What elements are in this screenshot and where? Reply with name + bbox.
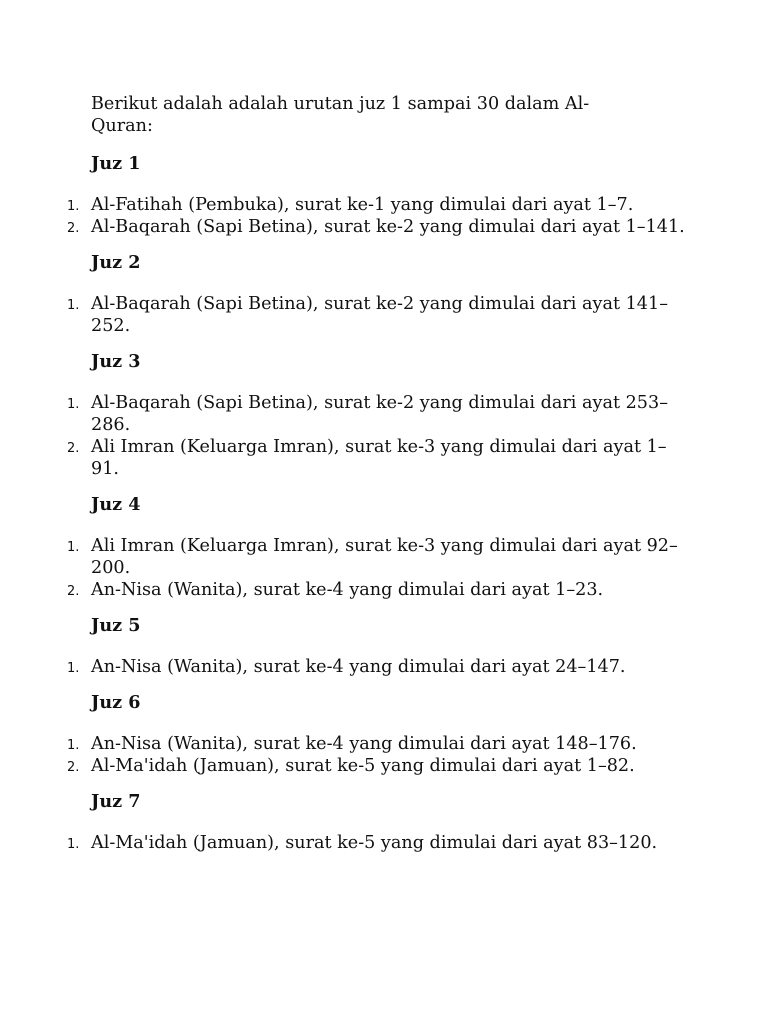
- list-item-number: 2.: [67, 760, 80, 775]
- list-item-number: 2.: [67, 441, 80, 456]
- section-list: [67, 293, 691, 337]
- list-item: [67, 755, 691, 777]
- list-item-text: Al-Baqarah (Sapi Betina), surat ke-2 yang dimulai dari ayat 141–252.: [91, 294, 668, 336]
- list-item-number: 1.: [67, 738, 80, 753]
- list-item-text: Al-Ma'idah (Jamuan), surat ke-5 yang dimulai dari ayat 83–120.: [91, 833, 658, 853]
- section-list: [67, 733, 691, 777]
- section-heading: Juz 3: [91, 351, 141, 372]
- section-heading: Juz 1: [91, 153, 141, 174]
- list-item-number: 2.: [67, 584, 80, 599]
- list-item-text: Al-Fatihah (Pembuka), surat ke-1 yang dimulai dari ayat 1–7.: [91, 195, 634, 215]
- list-item: [67, 293, 691, 337]
- list-item: [67, 733, 691, 755]
- section-heading: Juz 7: [91, 791, 141, 812]
- section-list: [67, 832, 691, 854]
- section-list: [67, 194, 691, 238]
- list-item: [67, 579, 691, 601]
- list-item-number: 1.: [67, 540, 80, 555]
- juz-sections: [67, 153, 691, 854]
- document-body: [67, 93, 691, 854]
- section-list: [67, 392, 691, 480]
- list-item: [67, 436, 691, 480]
- list-item: [67, 832, 691, 854]
- list-item-number: 1.: [67, 661, 80, 676]
- list-item-number: 2.: [67, 221, 80, 236]
- list-item-number: 1.: [67, 397, 80, 412]
- list-item: [67, 194, 691, 216]
- list-item-number: 1.: [67, 837, 80, 852]
- list-item-text: An-Nisa (Wanita), surat ke-4 yang dimulai dari ayat 24–147.: [91, 657, 626, 677]
- list-item-text: Al-Baqarah (Sapi Betina), surat ke-2 yang dimulai dari ayat 253–286.: [91, 393, 668, 435]
- list-item-text: An-Nisa (Wanita), surat ke-4 yang dimulai dari ayat 148–176.: [91, 734, 637, 754]
- list-item: [67, 392, 691, 436]
- list-item-text: Al-Baqarah (Sapi Betina), surat ke-2 yang dimulai dari ayat 1–141.: [91, 217, 685, 237]
- list-item-text: An-Nisa (Wanita), surat ke-4 yang dimulai dari ayat 1–23.: [91, 580, 604, 600]
- section-heading: Juz 6: [91, 692, 141, 713]
- list-item: [67, 216, 691, 238]
- list-item-number: 1.: [67, 199, 80, 214]
- section-heading: Juz 2: [91, 252, 141, 273]
- list-item: [67, 535, 691, 579]
- section-list: [67, 656, 691, 678]
- list-item-text: Ali Imran (Keluarga Imran), surat ke-3 yang dimulai dari ayat 1–91.: [91, 437, 667, 479]
- list-item-text: Ali Imran (Keluarga Imran), surat ke-3 yang dimulai dari ayat 92–200.: [91, 536, 678, 578]
- list-item: [67, 656, 691, 678]
- section-list: [67, 535, 691, 601]
- intro-paragraph: Berikut adalah adalah urutan juz 1 sampai 30 dalam Al-Quran:: [91, 94, 590, 136]
- section-heading: Juz 5: [91, 615, 141, 636]
- list-item-number: 1.: [67, 298, 80, 313]
- list-item-text: Al-Ma'idah (Jamuan), surat ke-5 yang dimulai dari ayat 1–82.: [91, 756, 635, 776]
- section-heading: Juz 4: [91, 494, 141, 515]
